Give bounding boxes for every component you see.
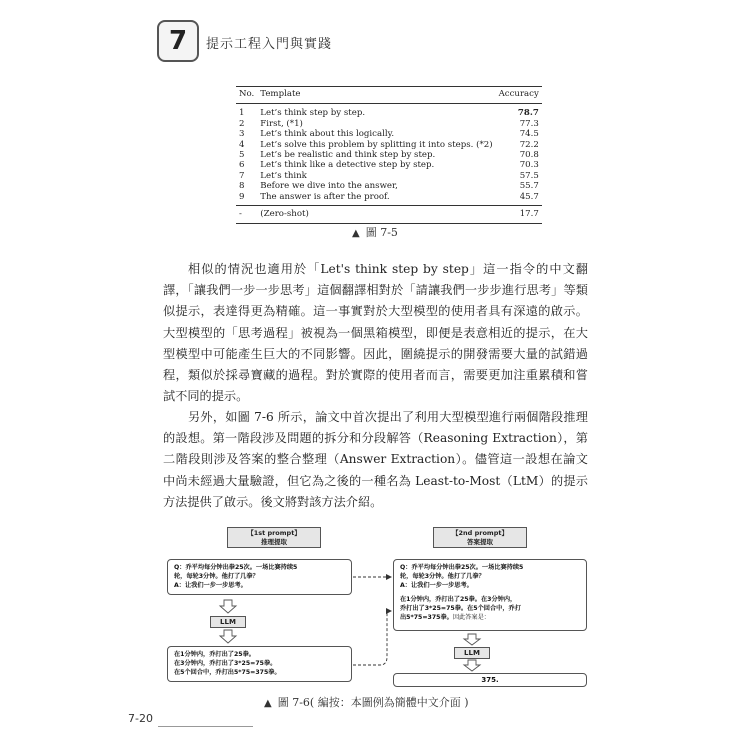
row-no: 1 bbox=[239, 108, 245, 119]
reasoning-box bbox=[167, 646, 352, 682]
llm-box-right: LLM bbox=[454, 647, 490, 659]
table-row bbox=[236, 140, 542, 150]
row-accuracy: 70.3 bbox=[519, 160, 539, 171]
row-no: 7 bbox=[239, 170, 245, 181]
final-answer-box: 375. bbox=[393, 673, 587, 687]
right-arrow-icon bbox=[386, 608, 392, 614]
row-accuracy: 45.7 bbox=[519, 191, 539, 202]
row-no: 5 bbox=[239, 150, 245, 161]
row-accuracy: 57.5 bbox=[519, 170, 539, 181]
table-row bbox=[236, 181, 542, 191]
row-template: Let’s think like a detective step by step. bbox=[260, 160, 435, 171]
llm-box-left: LLM bbox=[210, 616, 246, 628]
table-row bbox=[236, 129, 542, 139]
chapter-number: 7 bbox=[168, 26, 188, 56]
footer-rule bbox=[158, 726, 253, 727]
first-prompt-title: 推理提取 bbox=[261, 537, 287, 546]
reasoning-line: 出5*75=375拳。 bbox=[400, 614, 453, 621]
first-prompt-label: 【1st prompt】 bbox=[247, 529, 301, 537]
reasoning-line: 在3分钟内，乔打出了3*25=75拳。 bbox=[174, 660, 277, 667]
question-line: 轮，每轮3分钟。他打了几拳？ bbox=[400, 573, 485, 580]
down-arrow-icon bbox=[464, 660, 480, 671]
accuracy-table bbox=[236, 86, 539, 224]
row-accuracy: 74.5 bbox=[519, 129, 539, 140]
question-line: A：让我们一步一步思考。 bbox=[174, 582, 247, 589]
reasoning-line: 在5个回合中，乔打出5*75=375拳。 bbox=[174, 669, 281, 676]
question-line: A：让我们一步一步思考。 bbox=[400, 582, 473, 589]
row-template: Let’s think bbox=[260, 170, 307, 181]
reasoning-line: 在1分钟内，乔打出了25拳。在3分钟内， bbox=[400, 596, 517, 603]
down-arrow-icon bbox=[220, 630, 236, 643]
figure-caption-7-6 bbox=[264, 694, 469, 710]
chapter-number-box bbox=[157, 20, 199, 62]
down-arrow-icon bbox=[220, 600, 236, 613]
two-stage-prompt-figure bbox=[165, 527, 595, 697]
row-accuracy: 55.7 bbox=[519, 181, 539, 192]
row-no: - bbox=[236, 206, 257, 224]
chapter-title: 提示工程入門與實踐 bbox=[206, 37, 333, 52]
row-template: Before we dive into the answer, bbox=[260, 181, 398, 192]
down-arrow-icon bbox=[464, 634, 480, 645]
row-accuracy: 77.3 bbox=[519, 118, 539, 129]
row-accuracy: 72.2 bbox=[519, 139, 539, 150]
column-header-no: No. bbox=[236, 87, 257, 104]
row-template: First, (*1) bbox=[260, 118, 303, 129]
question-line: Q：乔平均每分钟出拳25次。一场比赛持续5 bbox=[174, 564, 298, 571]
table-row bbox=[236, 119, 542, 129]
reasoning-line: 乔打出了3*25=75拳。在5个回合中，乔打 bbox=[400, 605, 521, 612]
table-row bbox=[236, 104, 542, 119]
row-template: Let’s solve this problem by splitting it into steps. (*2) bbox=[260, 139, 493, 150]
row-template: The answer is after the proof. bbox=[260, 191, 390, 202]
right-arrow-icon bbox=[386, 574, 392, 580]
table-row bbox=[236, 160, 542, 170]
row-template: Let’s be realistic and think step by step. bbox=[260, 150, 436, 161]
figure-caption-7-5 bbox=[352, 224, 398, 240]
row-accuracy: 78.7 bbox=[517, 108, 539, 119]
question-line: 轮，每轮3分钟。他打了几拳？ bbox=[174, 573, 259, 580]
caption-text: 圖 7-6( 編按：本圖例為簡體中文介面 ) bbox=[277, 696, 469, 709]
table-header-row bbox=[236, 87, 542, 104]
triangle-icon: ▲ bbox=[264, 698, 272, 709]
table-row-zero-shot bbox=[236, 206, 542, 224]
row-no: 3 bbox=[239, 129, 245, 140]
row-no: 2 bbox=[239, 118, 245, 129]
row-template: Let’s think about this logically. bbox=[260, 129, 395, 140]
triangle-icon: ▲ bbox=[352, 228, 360, 239]
second-prompt-title: 答案提取 bbox=[467, 537, 493, 546]
row-accuracy: 70.8 bbox=[519, 150, 539, 161]
row-no: 4 bbox=[239, 139, 245, 150]
caption-text: 圖 7-5 bbox=[365, 226, 398, 239]
row-template: (Zero-shot) bbox=[257, 206, 495, 224]
reasoning-line: 在1分钟内，乔打出了25拳。 bbox=[174, 651, 255, 658]
page-number: 7-20 bbox=[128, 712, 153, 725]
paragraph: 相似的情況也適用於「Let's think step by step」這一指令的中文翻譯，「讓我們一步一步思考」這個翻譯相對於「請讓我們一步步進行思考」等類似提示，表達得更為精確。這一事實對於大型模型的使用者具有深遠的啟示。大型模型的「思考過程」被視為一個黑箱模型，即便是表意相近的提示，在大型模型中可能產生巨大的不同影響。因此，圍繞提示的開發需要大量的試錯過程，類似於採尋寶藏的過程。對於實際的使用者而言，需要更加注重累積和嘗試不同的提示。 bbox=[163, 262, 588, 404]
question-line: Q：乔平均每分钟出拳25次。一场比赛持续5 bbox=[400, 564, 524, 571]
paragraph: 另外，如圖 7-6 所示，論文中首次提出了利用大型模型進行兩個階段推理的設想。第一階段涉及問題的拆分和分段解答（Reasoning Extraction），第二階段則涉及答案的整合整理（Answer Extraction）。儘管這一設想在論文中尚未經過大量驗證，但它為之後的一種名為 Least-to-Most（LtM）的提示方法提供了啟示。後文將對該方法介紹。 bbox=[163, 410, 588, 509]
row-no: 6 bbox=[239, 160, 245, 171]
table-row bbox=[236, 150, 542, 160]
row-no: 8 bbox=[239, 181, 245, 192]
row-no: 9 bbox=[239, 191, 245, 202]
table-row bbox=[236, 171, 542, 181]
column-header-accuracy: Accuracy bbox=[496, 87, 542, 104]
row-accuracy: 17.7 bbox=[496, 206, 542, 224]
row-template: Let’s think step by step. bbox=[260, 108, 366, 119]
column-header-template: Template bbox=[257, 87, 495, 104]
second-prompt-label: 【2nd prompt】 bbox=[452, 529, 508, 537]
table-row bbox=[236, 192, 542, 206]
answer-prompt: 因此答案是： bbox=[452, 614, 490, 621]
